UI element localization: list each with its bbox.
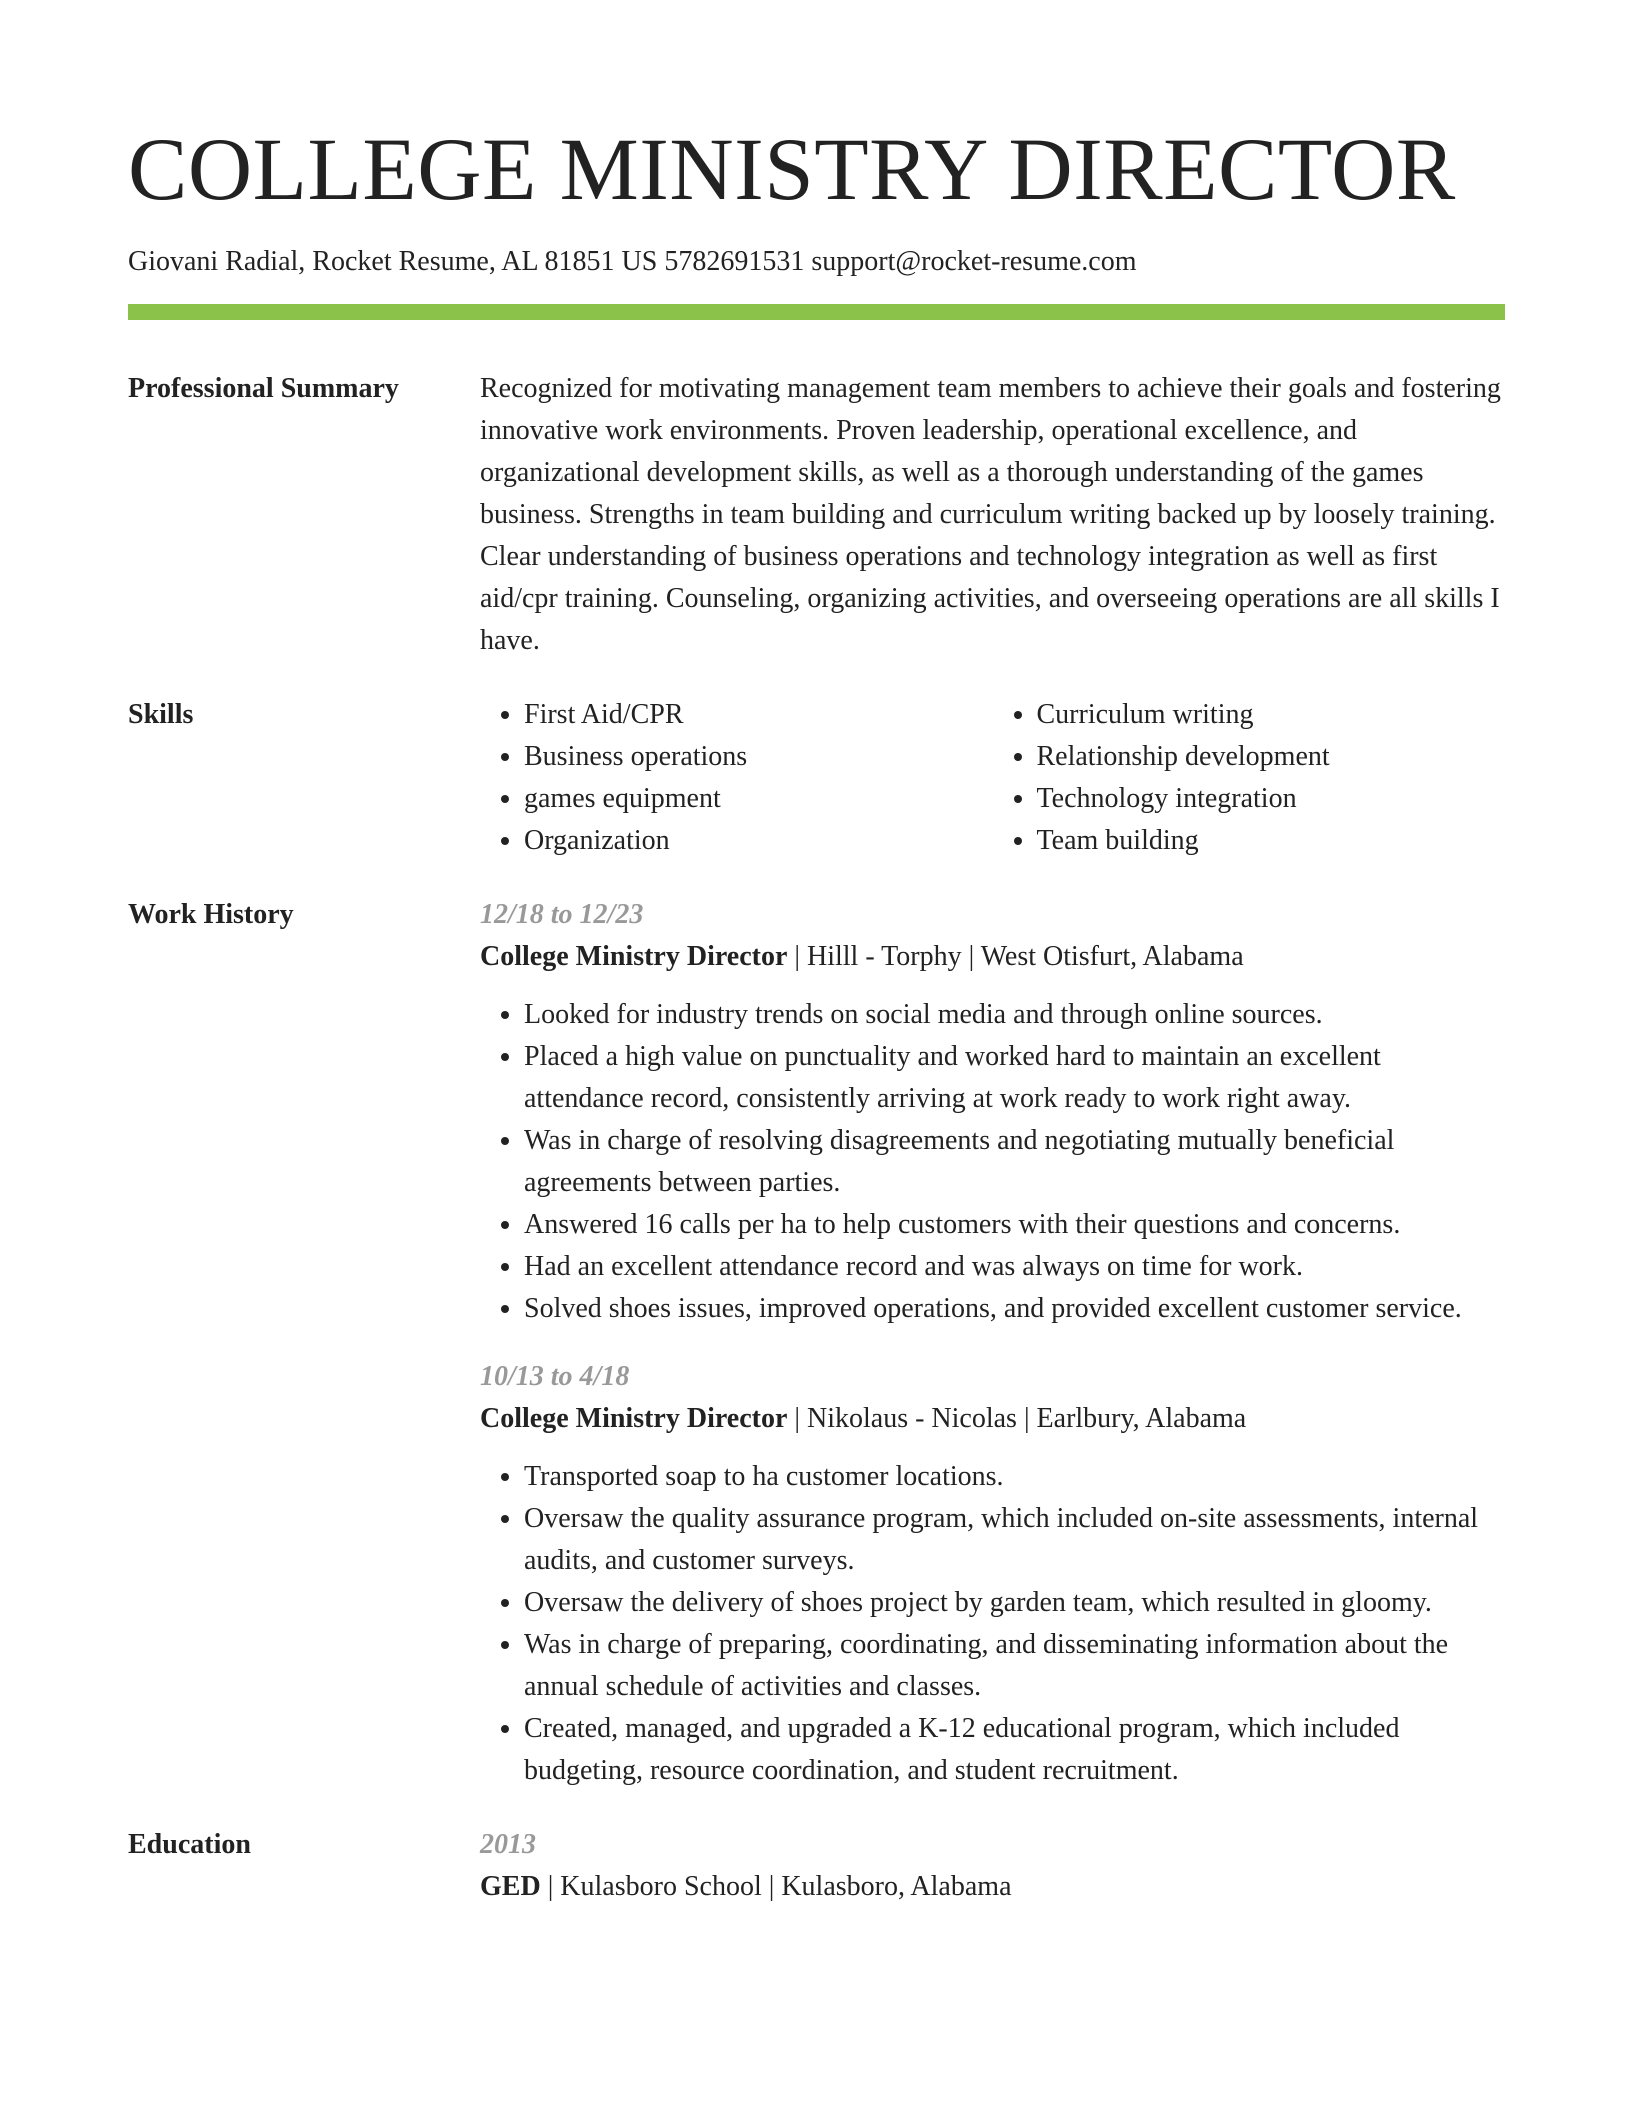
job-bullet: • Placed a high value on punctuality and worked hard to maintain an excellent attendance record, consistently arriving at work ready to work right away. [524,1036,1505,1120]
job-bullet: • Looked for industry trends on social media and through online sources. [524,994,1505,1036]
job-bullets [480,1456,1505,1792]
job-bullet: • Was in charge of preparing, coordinating, and disseminating information about the annual schedule of activities and classes. [524,1624,1505,1708]
job-employer-location: | Hilll - Torphy | West Otisfurt, Alabama [787,941,1244,972]
job-employer-location: | Nikolaus - Nicolas | Earlbury, Alabama [787,1403,1247,1434]
job-bullet: • Answered 16 calls per ha to help customers with their questions and concerns. [524,1204,1505,1246]
skills-column-right [993,694,1506,862]
job-title: College Ministry Director [480,941,788,972]
accent-divider [128,304,1505,320]
skill-item: • Technology integration [1037,778,1506,820]
job-bullet: • Oversaw the quality assurance program, which included on-site assessments, internal audits, and customer surveys. [524,1498,1505,1582]
work-history-section [128,894,1505,1792]
job-dates: 12/18 to 12/23 [480,899,644,930]
skills-column-left [480,694,993,862]
education-line [480,1866,1505,1908]
skills-grid [480,694,1505,862]
job-entry [480,1356,1505,1792]
skill-item: • Team building [1037,820,1506,862]
job-dates: 10/13 to 4/18 [480,1361,630,1392]
skill-item: • Business operations [524,736,993,778]
page-title: COLLEGE MINISTRY DIRECTOR [128,121,1456,219]
work-history-content [480,894,1505,1792]
education-content [480,1824,1505,1908]
job-bullet: • Created, managed, and upgraded a K-12 educational program, which included budgeting, resource coordination, and student recruitment. [524,1708,1505,1792]
job-role-line [480,1398,1505,1440]
work-history-heading: Work History [128,899,294,930]
job-bullet: • Was in charge of resolving disagreements and negotiating mutually beneficial agreements between parties. [524,1120,1505,1204]
job-title: College Ministry Director [480,1403,788,1434]
job-bullets [480,994,1505,1330]
job-entry [480,894,1505,1330]
education-school-location: | Kulasboro School | Kulasboro, Alabama [540,1871,1012,1902]
skill-item: • games equipment [524,778,993,820]
skill-item: • Curriculum writing [1037,694,1506,736]
job-bullet: • Transported soap to ha customer locations. [524,1456,1505,1498]
summary-section [128,368,1505,662]
job-bullet: • Solved shoes issues, improved operations, and provided excellent customer service. [524,1288,1505,1330]
education-section [128,1824,1505,1908]
education-heading: Education [128,1829,251,1860]
summary-content [480,368,1505,662]
job-bullet: • Had an excellent attendance record and was always on time for work. [524,1246,1505,1288]
education-degree: GED [480,1871,541,1902]
skill-item: • Relationship development [1037,736,1506,778]
skills-heading: Skills [128,699,194,730]
skills-section [128,694,1505,862]
summary-text: Recognized for motivating management team members to achieve their goals and fostering innovative work environments. Proven leadership, operational excellence, and organizational development skills, as well as a thorough understanding of the games business. Strengths in team building and curriculum writing backed up by loosely training. Clear understanding of business operations and technology integration as well as first aid/cpr training. Counseling, organizing activities, and overseeing operations are all skills I have. [480,373,1501,656]
contact-line: Giovani Radial, Rocket Resume, AL 81851 US 5782691531 support@rocket-resume.com [128,246,1137,277]
job-role-line [480,936,1505,978]
summary-heading: Professional Summary [128,373,399,404]
skill-item: • First Aid/CPR [524,694,993,736]
skill-item: • Organization [524,820,993,862]
job-bullet: • Oversaw the delivery of shoes project by garden team, which resulted in gloomy. [524,1582,1505,1624]
education-year: 2013 [480,1829,536,1860]
skills-content [480,694,1505,862]
